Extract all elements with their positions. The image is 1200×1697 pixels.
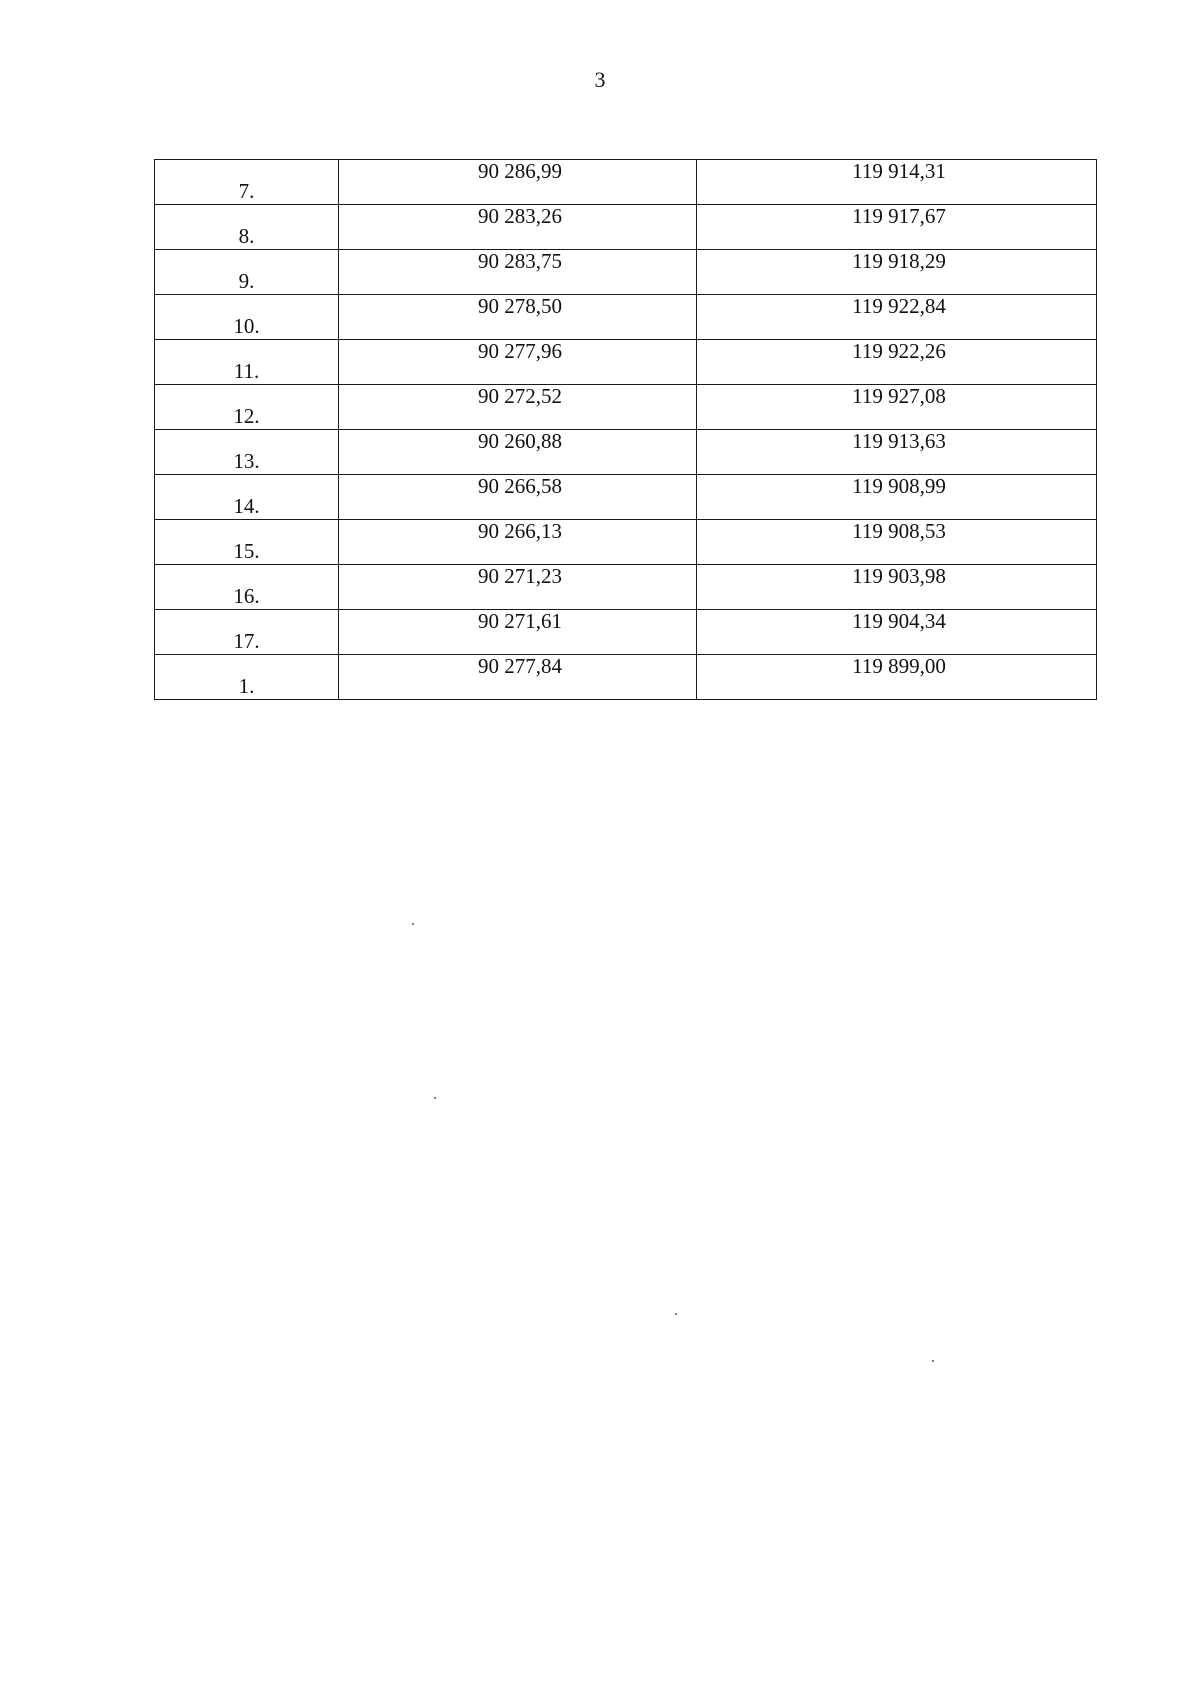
x-coordinate: 90 271,61: [478, 609, 562, 633]
y-coordinate: 119 904,34: [852, 609, 946, 633]
x-coordinate: 90 277,96: [478, 339, 562, 363]
y-coordinate-cell: [697, 250, 1097, 295]
point-number-cell: [155, 655, 339, 700]
y-coordinate-cell: [697, 610, 1097, 655]
page-number: 3: [594, 67, 606, 92]
x-coordinate-cell: [339, 250, 697, 295]
point-number-cell: [155, 295, 339, 340]
table-row: [155, 655, 1097, 700]
x-coordinate-cell: [339, 385, 697, 430]
x-coordinate-cell: [339, 340, 697, 385]
y-coordinate: 119 899,00: [852, 654, 946, 678]
table-row: [155, 565, 1097, 610]
point-number: 8.: [238, 224, 255, 248]
point-number-cell: [155, 520, 339, 565]
scan-speck: [675, 1313, 677, 1315]
y-coordinate: 119 913,63: [852, 429, 946, 453]
scan-speck: [932, 1360, 934, 1362]
x-coordinate: 90 272,52: [478, 384, 562, 408]
x-coordinate-cell: [339, 475, 697, 520]
table-row: [155, 610, 1097, 655]
x-coordinate-cell: [339, 430, 697, 475]
point-number-cell: [155, 565, 339, 610]
y-coordinate: 119 918,29: [852, 249, 946, 273]
y-coordinate: 119 908,53: [852, 519, 946, 543]
point-number-cell: [155, 340, 339, 385]
scan-speck: [412, 923, 414, 925]
x-coordinate: 90 266,58: [478, 474, 562, 498]
point-number: 1.: [238, 674, 255, 698]
coordinates-table-body: [155, 160, 1097, 700]
y-coordinate: 119 922,84: [852, 294, 946, 318]
point-number-cell: [155, 610, 339, 655]
point-number: 14.: [233, 494, 260, 518]
point-number-cell: [155, 430, 339, 475]
point-number-cell: [155, 205, 339, 250]
point-number: 13.: [233, 449, 260, 473]
y-coordinate-cell: [697, 160, 1097, 205]
scan-speck: [434, 1097, 436, 1099]
table-row: [155, 160, 1097, 205]
point-number: 10.: [233, 314, 260, 338]
table-row: [155, 205, 1097, 250]
y-coordinate: 119 903,98: [852, 564, 946, 588]
point-number-cell: [155, 475, 339, 520]
y-coordinate: 119 922,26: [852, 339, 946, 363]
y-coordinate-cell: [697, 655, 1097, 700]
x-coordinate-cell: [339, 205, 697, 250]
x-coordinate: 90 271,23: [478, 564, 562, 588]
x-coordinate: 90 283,75: [478, 249, 562, 273]
y-coordinate-cell: [697, 205, 1097, 250]
y-coordinate: 119 914,31: [852, 159, 946, 183]
point-number-cell: [155, 250, 339, 295]
x-coordinate: 90 286,99: [478, 159, 562, 183]
table-row: [155, 295, 1097, 340]
y-coordinate: 119 927,08: [852, 384, 946, 408]
point-number: 12.: [233, 404, 260, 428]
point-number: 17.: [233, 629, 260, 653]
y-coordinate: 119 908,99: [852, 474, 946, 498]
x-coordinate-cell: [339, 160, 697, 205]
point-number: 11.: [233, 359, 260, 383]
coordinates-table: [154, 159, 1097, 700]
y-coordinate-cell: [697, 565, 1097, 610]
point-number: 9.: [238, 269, 255, 293]
table-row: [155, 430, 1097, 475]
point-number: 7.: [238, 179, 255, 203]
x-coordinate: 90 266,13: [478, 519, 562, 543]
point-number-cell: [155, 160, 339, 205]
y-coordinate-cell: [697, 475, 1097, 520]
x-coordinate-cell: [339, 655, 697, 700]
table-row: [155, 520, 1097, 565]
point-number: 16.: [233, 584, 260, 608]
x-coordinate-cell: [339, 610, 697, 655]
table-row: [155, 340, 1097, 385]
point-number: 15.: [233, 539, 260, 563]
x-coordinate: 90 260,88: [478, 429, 562, 453]
y-coordinate-cell: [697, 385, 1097, 430]
y-coordinate-cell: [697, 430, 1097, 475]
y-coordinate-cell: [697, 520, 1097, 565]
y-coordinate-cell: [697, 295, 1097, 340]
x-coordinate: 90 278,50: [478, 294, 562, 318]
y-coordinate: 119 917,67: [852, 204, 946, 228]
table-row: [155, 385, 1097, 430]
x-coordinate-cell: [339, 565, 697, 610]
table-row: [155, 475, 1097, 520]
table-row: [155, 250, 1097, 295]
y-coordinate-cell: [697, 340, 1097, 385]
point-number-cell: [155, 385, 339, 430]
x-coordinate: 90 277,84: [478, 654, 562, 678]
x-coordinate: 90 283,26: [478, 204, 562, 228]
x-coordinate-cell: [339, 295, 697, 340]
x-coordinate-cell: [339, 520, 697, 565]
